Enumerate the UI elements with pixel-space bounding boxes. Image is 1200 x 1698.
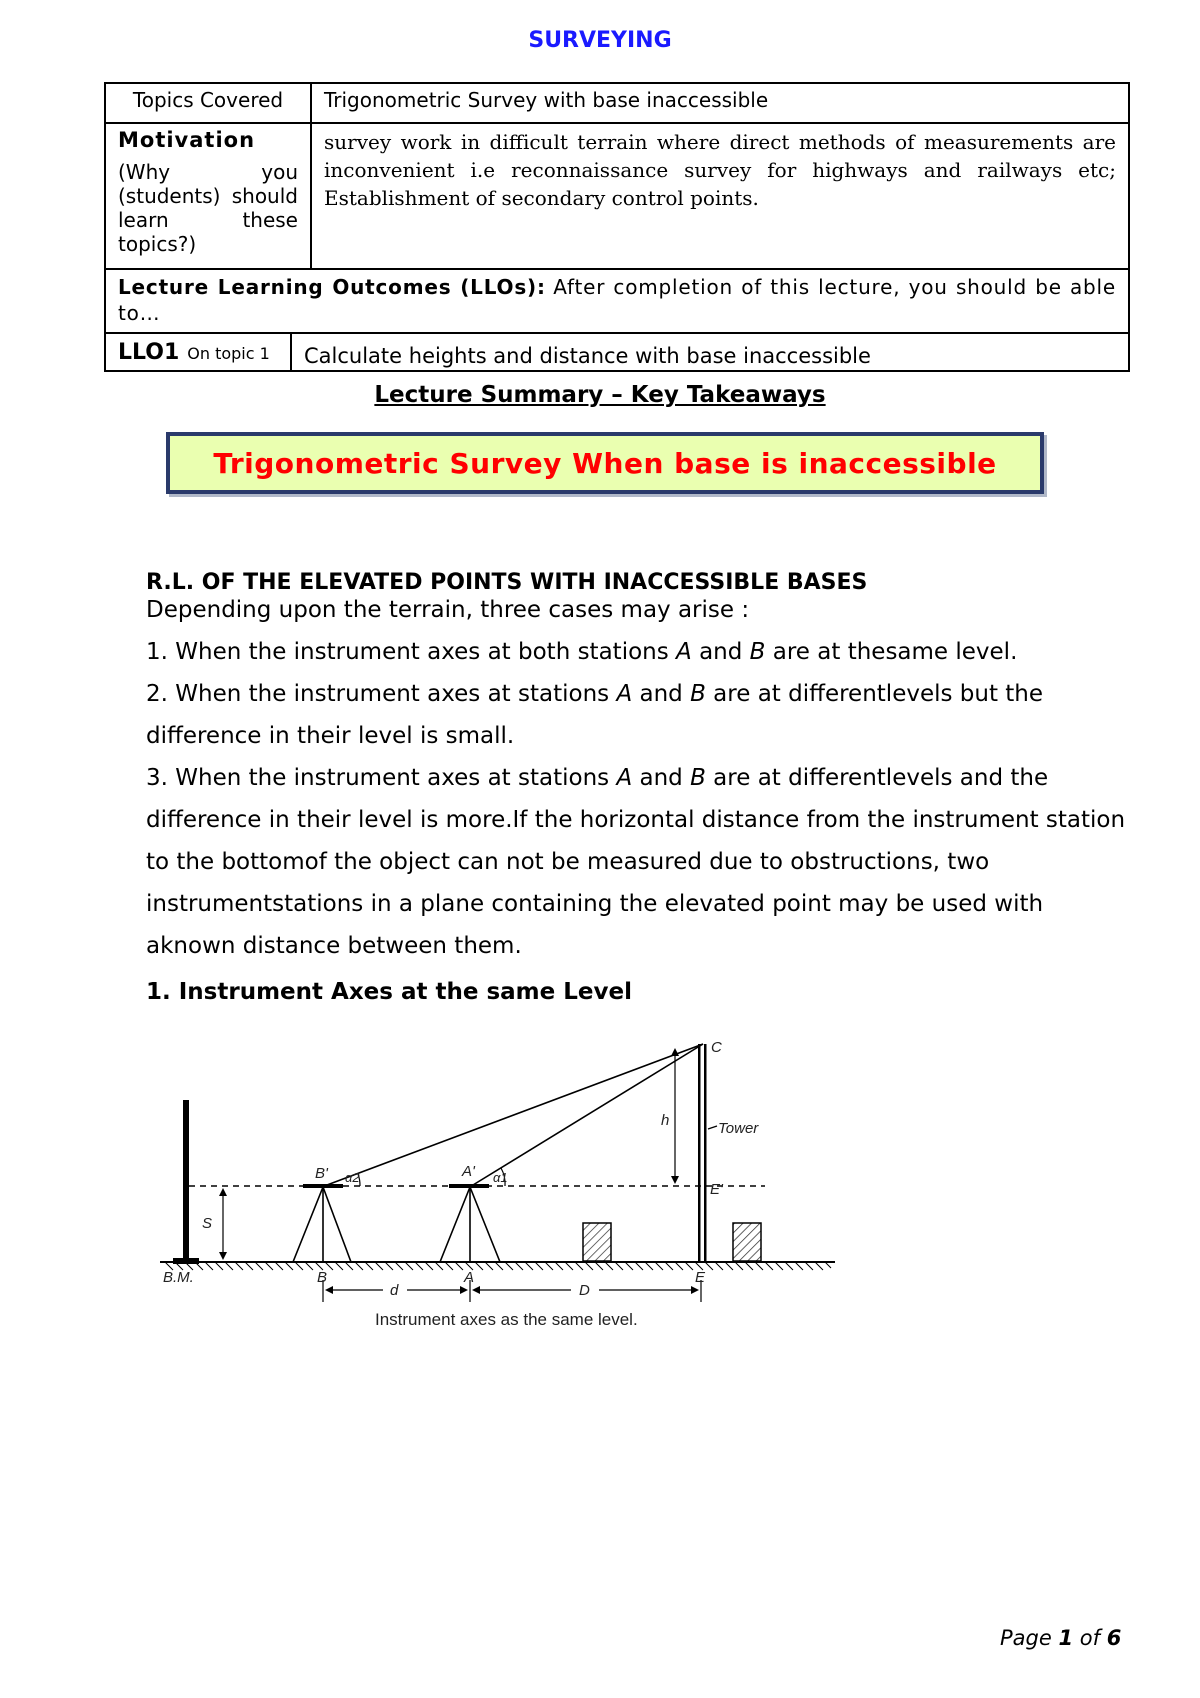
motivation-subtitle: (Why you (students) should learn these topics?) (118, 160, 298, 256)
topics-covered-value: Trigonometric Survey with base inaccessible (311, 83, 1129, 123)
label-e-prime: E' (710, 1181, 723, 1198)
label-s: S (202, 1215, 213, 1232)
label-a-prime: A' (462, 1163, 475, 1180)
figure-caption: Instrument axes as the same level. (375, 1310, 638, 1329)
llo1-table (104, 332, 1130, 372)
banner-text: Trigonometric Survey When base is inaccessible (213, 446, 997, 480)
topic-banner (166, 432, 1044, 494)
sight-line-b (327, 1044, 703, 1185)
instrument-a (449, 1184, 489, 1188)
llo1-id-cell (105, 333, 291, 371)
instrument-b (303, 1184, 343, 1188)
page-header-title: SURVEYING (528, 28, 672, 53)
tower-left-line (698, 1044, 701, 1262)
llo-heading-cell (105, 269, 1129, 333)
obstruction-1 (583, 1223, 611, 1261)
label-c: C (711, 1039, 722, 1056)
tripod-b (293, 1187, 351, 1262)
label-alpha2: α2 (345, 1170, 360, 1185)
s-arrow-top (219, 1188, 227, 1196)
body-section (146, 570, 1136, 1005)
case-1: 1. When the instrument axes at both stations A and B are at thesame level. (146, 639, 1018, 665)
case-2: 2. When the instrument axes at stations A and B are at differentlevels but the difference in their level is small. (146, 681, 1044, 749)
instrument-axes-diagram (155, 1030, 855, 1350)
distance-markers (323, 1280, 701, 1302)
label-b: B (317, 1269, 328, 1286)
label-a: A (464, 1269, 475, 1286)
s-arrow-bottom (219, 1252, 227, 1260)
label-d-small: d (390, 1282, 399, 1299)
h-arrow-top (671, 1048, 679, 1056)
tower-right-line (704, 1044, 707, 1262)
label-alpha1: α1 (493, 1170, 508, 1185)
label-b-prime: B' (315, 1165, 328, 1182)
llo1-value: Calculate heights and distance with base inaccessible (291, 333, 1129, 371)
bm-staff (183, 1100, 189, 1262)
llo1-id: LLO1 (118, 339, 180, 365)
tower-pointer (708, 1126, 717, 1129)
summary-heading: Lecture Summary – Key Takeaways (374, 382, 826, 408)
topics-covered-label: Topics Covered (105, 83, 311, 123)
llo1-topic: On topic 1 (187, 343, 270, 363)
motivation-value: survey work in difficult terrain where direct methods of measurements are inconvenient i.e reconnaissance survey for highways and railways etc; Establishment of secondary control points. (311, 123, 1129, 269)
obstruction-2 (733, 1223, 761, 1261)
intro-text: Depending upon the terrain, three cases may arise : (146, 597, 750, 623)
label-d-big: D (579, 1282, 590, 1299)
case-3: 3. When the instrument axes at stations A and B are at differentlevels and the difference in their level is more.If the horizontal distance from the instrument station to the bottomof the object can not be measured due to obstructions, two instrumentstations in a plane containing the elevated point may be used with aknown distance between them. (146, 765, 1126, 959)
llo-heading-label: Lecture Learning Outcomes (LLOs): (118, 275, 546, 299)
h-arrow-bottom (671, 1176, 679, 1184)
motivation-title: Motivation (118, 128, 256, 152)
section-heading: R.L. OF THE ELEVATED POINTS WITH INACCESSIBLE BASES (146, 570, 868, 595)
bm-base (173, 1258, 199, 1264)
llo-heading-text: After completion of this lecture, you should be able to… (118, 275, 1117, 325)
label-bm: B.M. (163, 1269, 194, 1286)
subheading-case-1: 1. Instrument Axes at the same Level (146, 979, 632, 1005)
ground-hatching (165, 1262, 831, 1270)
label-e: E (695, 1269, 706, 1286)
topics-table (104, 82, 1130, 334)
tripod-a (440, 1187, 500, 1262)
label-tower: Tower (718, 1120, 759, 1137)
motivation-cell (105, 123, 311, 269)
page-number: Page 1 of 6 (1000, 1626, 1122, 1650)
label-h: h (661, 1112, 670, 1129)
